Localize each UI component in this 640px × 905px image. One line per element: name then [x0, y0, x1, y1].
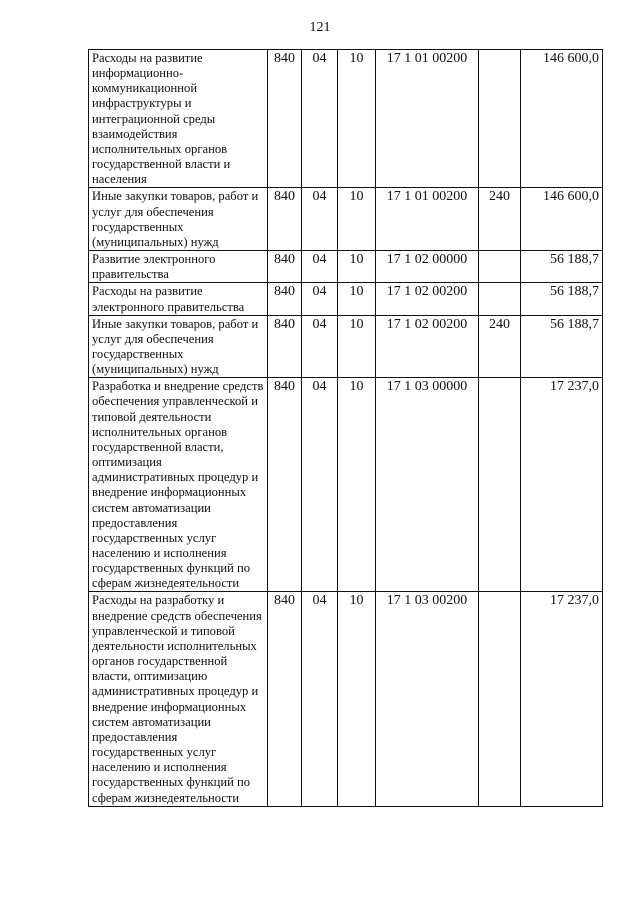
amount-cell: 146 600,0: [521, 50, 603, 188]
expense-name-cell: Иные закупки товаров, работ и услуг для обеспечения государственных (муниципальных) нужд: [89, 188, 268, 251]
expense-name-cell: Иные закупки товаров, работ и услуг для обеспечения государственных (муниципальных) нужд: [89, 315, 268, 378]
subsection-code-cell: 10: [338, 251, 376, 283]
subsection-code-cell: 10: [338, 592, 376, 806]
subsection-code-cell: 10: [338, 50, 376, 188]
grbs-code-cell: 840: [268, 50, 302, 188]
expense-type-cell: 240: [479, 188, 521, 251]
section-code-cell: 04: [302, 251, 338, 283]
amount-cell: 56 188,7: [521, 315, 603, 378]
grbs-code-cell: 840: [268, 251, 302, 283]
table-row: [89, 315, 603, 378]
expense-type-cell: [479, 378, 521, 592]
target-article-cell: 17 1 03 00200: [376, 592, 479, 806]
target-article-cell: 17 1 01 00200: [376, 50, 479, 188]
amount-cell: 17 237,0: [521, 378, 603, 592]
section-code-cell: 04: [302, 592, 338, 806]
target-article-cell: 17 1 02 00000: [376, 251, 479, 283]
page-number: 121: [309, 20, 331, 35]
budget-table: [88, 49, 603, 807]
target-article-cell: 17 1 01 00200: [376, 188, 479, 251]
amount-cell: 56 188,7: [521, 251, 603, 283]
subsection-code-cell: 10: [338, 315, 376, 378]
amount-cell: 17 237,0: [521, 592, 603, 806]
grbs-code-cell: 840: [268, 315, 302, 378]
expense-type-cell: [479, 592, 521, 806]
expense-name-cell: Разработка и внедрение средств обеспечения управленческой и типовой деятельности исполнительных органов государственной власти, оптимизация административных процедур и внедрение информационных систем автоматизации предоставления государственных услуг населению и исполнения государственных функций по сферам жизнедеятельности: [89, 378, 268, 592]
amount-cell: 146 600,0: [521, 188, 603, 251]
table-row: [89, 592, 603, 806]
section-code-cell: 04: [302, 188, 338, 251]
expense-type-cell: 240: [479, 315, 521, 378]
target-article-cell: 17 1 03 00000: [376, 378, 479, 592]
expense-type-cell: [479, 50, 521, 188]
section-code-cell: 04: [302, 378, 338, 592]
subsection-code-cell: 10: [338, 283, 376, 315]
target-article-cell: 17 1 02 00200: [376, 315, 479, 378]
grbs-code-cell: 840: [268, 188, 302, 251]
section-code-cell: 04: [302, 50, 338, 188]
expense-type-cell: [479, 283, 521, 315]
target-article-cell: 17 1 02 00200: [376, 283, 479, 315]
grbs-code-cell: 840: [268, 283, 302, 315]
section-code-cell: 04: [302, 283, 338, 315]
expense-name-cell: Развитие электронного правительства: [89, 251, 268, 283]
section-code-cell: 04: [302, 315, 338, 378]
table-row: [89, 378, 603, 592]
expense-type-cell: [479, 251, 521, 283]
table-row: [89, 251, 603, 283]
expense-name-cell: Расходы на развитие информационно-коммуникационной инфраструктуры и интеграционной среды взаимодействия исполнительных органов государственной власти и населения: [89, 50, 268, 188]
grbs-code-cell: 840: [268, 378, 302, 592]
grbs-code-cell: 840: [268, 592, 302, 806]
expense-name-cell: Расходы на разработку и внедрение средств обеспечения управленческой и типовой деятельности исполнительных органов государственной власти, оптимизацию административных процедур и внедрение информационных систем автоматизации предоставления государственных услуг населению и исполнения государственных функций по сферам жизнедеятельности: [89, 592, 268, 806]
amount-cell: 56 188,7: [521, 283, 603, 315]
subsection-code-cell: 10: [338, 378, 376, 592]
table-row: [89, 283, 603, 315]
expense-name-cell: Расходы на развитие электронного правительства: [89, 283, 268, 315]
subsection-code-cell: 10: [338, 188, 376, 251]
table-row: [89, 188, 603, 251]
table-row: [89, 50, 603, 188]
